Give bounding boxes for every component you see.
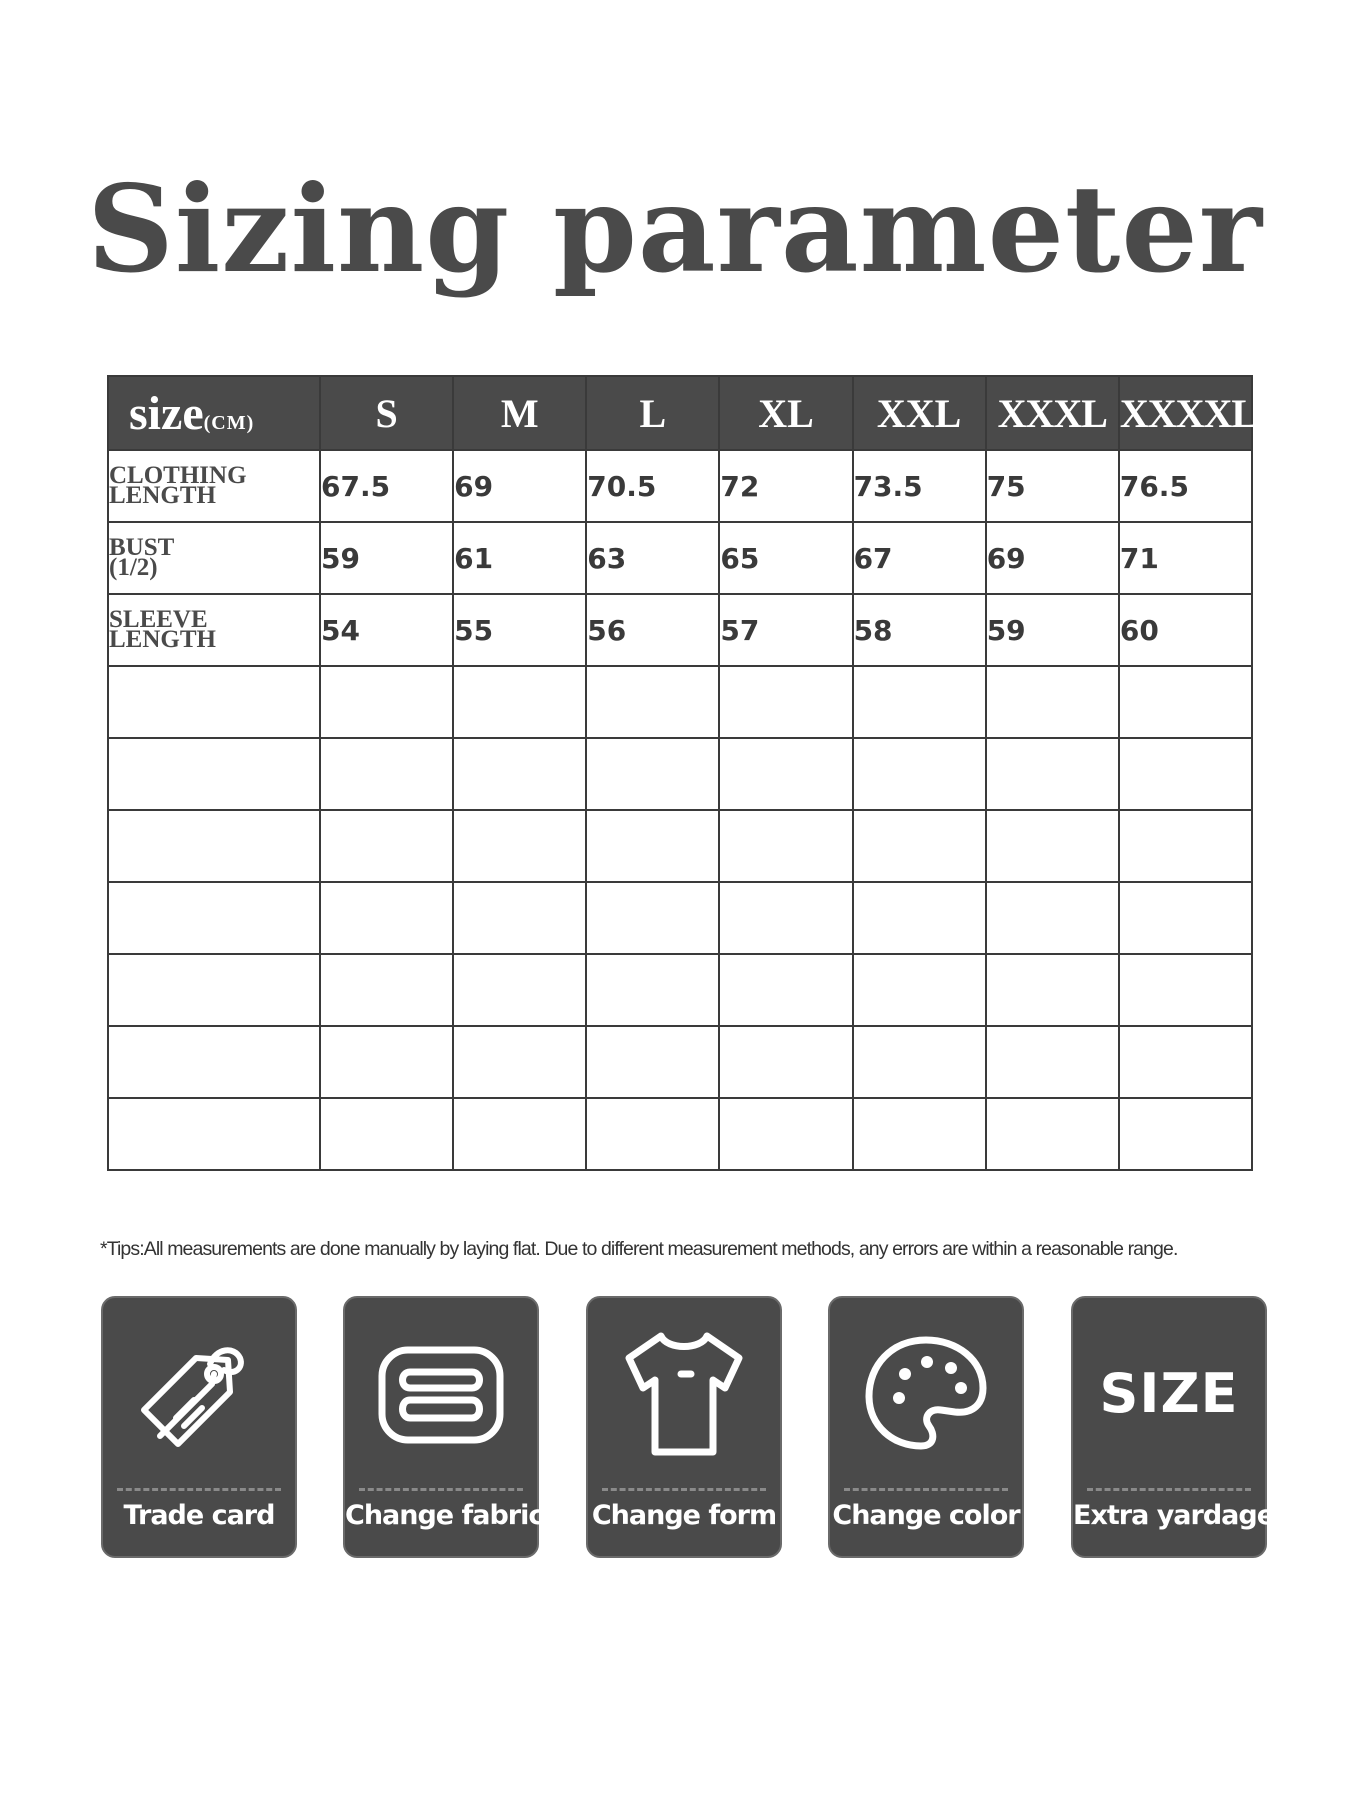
empty-table-cell [986,1026,1119,1098]
row-label-line: BUST [109,534,175,561]
empty-table-cell [108,810,320,882]
empty-table-cell [586,1098,719,1170]
empty-table-cell [853,810,986,882]
empty-table-cell [853,882,986,954]
card-change-form [586,1296,782,1558]
row-label [108,522,320,594]
empty-table-cell [320,738,453,810]
empty-table-cell [719,738,852,810]
table-cell: 76.5 [1119,450,1252,522]
empty-table-cell [986,954,1119,1026]
empty-table-cell [853,954,986,1026]
empty-table-cell [453,810,586,882]
empty-table-cell [586,738,719,810]
table-cell: 70.5 [586,450,719,522]
table-cell: 61 [453,522,586,594]
table-cell: 67 [853,522,986,594]
table-cell: 58 [853,594,986,666]
empty-table-cell [320,1026,453,1098]
card-divider [602,1488,766,1491]
size-col-header: XXXL [986,376,1119,450]
empty-table-cell [320,666,453,738]
tshirt-icon [609,1318,759,1468]
empty-table-cell [320,1098,453,1170]
table-row [108,450,1252,522]
empty-table-cell [586,1026,719,1098]
tag-icon [124,1318,274,1468]
empty-table-cell [853,666,986,738]
card-change-fabric [343,1296,544,1558]
empty-table-row [108,666,1252,738]
card-label: Change fabric [345,1500,544,1531]
empty-table-cell [108,882,320,954]
size-col-header: XXXXL [1119,376,1252,450]
empty-table-cell [108,738,320,810]
size-icon: SIZE [1099,1361,1239,1425]
empty-table-cell [108,1098,320,1170]
row-label-line: SLEEVE [109,606,208,633]
empty-table-cell [853,1098,986,1170]
empty-table-cell [586,954,719,1026]
table-cell: 56 [586,594,719,666]
empty-table-row [108,954,1252,1026]
row-label-line: (1/2) [109,554,158,581]
empty-table-cell [108,954,320,1026]
table-header-row [108,376,1252,450]
size-col-header: XL [719,376,852,450]
empty-table-cell [320,882,453,954]
size-col-header: S [320,376,453,450]
empty-table-cell [586,882,719,954]
fabric-icon [366,1318,516,1468]
table-cell: 72 [719,450,852,522]
table-cell: 67.5 [320,450,453,522]
table-cell: 69 [453,450,586,522]
size-header-unit: (CM) [203,411,255,434]
size-col-header: XXL [853,376,986,450]
table-cell: 69 [986,522,1119,594]
size-col-header: L [586,376,719,450]
empty-table-cell [1119,882,1252,954]
row-label [108,450,320,522]
card-change-color [828,1296,1024,1558]
empty-table-cell [986,882,1119,954]
empty-table-cell [586,666,719,738]
empty-table-cell [719,1026,852,1098]
palette-icon [851,1318,1001,1468]
empty-rows [108,666,1252,1170]
empty-table-cell [719,882,852,954]
table-row [108,594,1252,666]
empty-table-cell [453,1026,586,1098]
empty-table-row [108,1026,1252,1098]
row-label-line: CLOTHING [109,462,247,489]
table-cell: 55 [453,594,586,666]
empty-table-cell [1119,1098,1252,1170]
size-table [107,375,1258,1171]
empty-table-row [108,882,1252,954]
empty-table-cell [453,1098,586,1170]
row-label-line: LENGTH [109,626,216,653]
empty-table-cell [453,954,586,1026]
empty-table-cell [453,882,586,954]
card-label: Trade card [123,1500,275,1531]
card-extra-yardage [1071,1296,1275,1558]
empty-table-row [108,1098,1252,1170]
table-row [108,522,1252,594]
card-label: Extra yardage [1073,1500,1275,1531]
empty-table-cell [1119,1026,1252,1098]
size-header-cell [108,376,320,450]
empty-table-cell [1119,666,1252,738]
row-label-line: LENGTH [109,482,216,509]
empty-table-cell [719,1098,852,1170]
table-cell: 73.5 [853,450,986,522]
empty-table-cell [719,954,852,1026]
table-cell: 59 [986,594,1119,666]
empty-table-cell [108,666,320,738]
empty-table-cell [453,666,586,738]
page-title: Sizing parameter [87,159,1263,300]
empty-table-cell [853,1026,986,1098]
table-cell: 60 [1119,594,1252,666]
card-label: Change color [832,1500,1020,1531]
empty-table-cell [853,738,986,810]
empty-table-cell [986,1098,1119,1170]
table-cell: 63 [586,522,719,594]
table-cell: 59 [320,522,453,594]
card-divider [117,1488,281,1491]
empty-table-cell [986,810,1119,882]
empty-table-cell [1119,954,1252,1026]
table-cell: 71 [1119,522,1252,594]
row-label [108,594,320,666]
card-divider [844,1488,1008,1491]
table-cell: 54 [320,594,453,666]
empty-table-row [108,738,1252,810]
card-divider [359,1488,523,1491]
empty-table-cell [986,738,1119,810]
empty-table-cell [586,810,719,882]
size-header-label: size [129,386,204,440]
empty-table-cell [453,738,586,810]
empty-table-cell [719,810,852,882]
empty-table-row [108,810,1252,882]
tips-note: *Tips:All measurements are done manually by laying flat. Due to different measurement methods, any errors are within a reasonable range. [100,1238,1178,1260]
empty-table-cell [986,666,1119,738]
card-label: Change form [591,1500,777,1531]
empty-table-cell [1119,738,1252,810]
size-col-header: M [453,376,586,450]
table-cell: 75 [986,450,1119,522]
empty-table-cell [719,666,852,738]
empty-table-cell [320,954,453,1026]
card-divider [1087,1488,1251,1491]
empty-table-cell [108,1026,320,1098]
empty-table-cell [1119,810,1252,882]
empty-table-cell [320,810,453,882]
table-cell: 65 [719,522,852,594]
card-trade-card [101,1296,297,1558]
table-cell: 57 [719,594,852,666]
